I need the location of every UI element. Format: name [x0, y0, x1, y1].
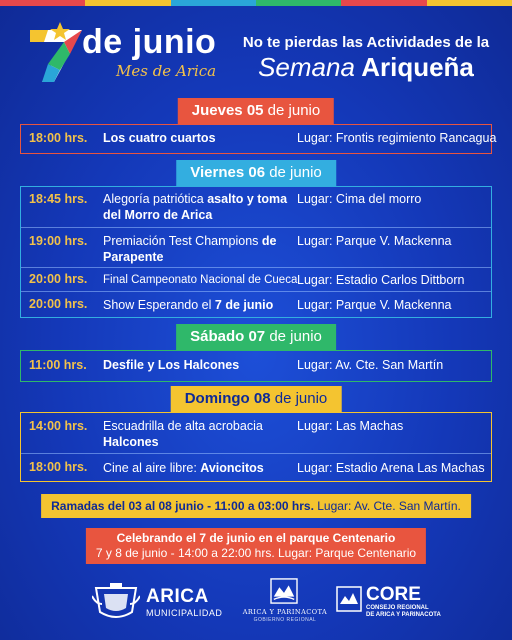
activity-text: Escuadrilla de alta acrobacia — [103, 419, 263, 433]
event-activity — [103, 130, 299, 146]
bar-segment — [85, 0, 170, 6]
schedule-table-domingo — [20, 412, 492, 482]
ramadas-banner — [41, 494, 471, 518]
activity-text: Alegoría patriótica — [103, 192, 208, 206]
day-month: de junio — [269, 328, 322, 345]
schedule-table-viernes — [20, 186, 492, 318]
core-line1: CONSEJO REGIONAL — [366, 605, 429, 611]
day-header-sabado — [176, 324, 336, 350]
event-place: Lugar: Parque V. Mackenna — [297, 234, 452, 248]
event-activity — [103, 191, 299, 223]
event-place: Lugar: Las Machas — [297, 419, 404, 433]
bar-segment — [171, 0, 256, 6]
schedule-table-jueves — [20, 124, 497, 154]
event-place: Lugar: Frontis regimiento Rancagua — [297, 131, 497, 145]
event-place: Lugar: Estadio Arena Las Machas — [297, 461, 485, 475]
day-header-viernes — [176, 160, 336, 186]
event-place: Lugar: Cima del morro — [297, 192, 422, 206]
bar-segment — [427, 0, 512, 6]
activity-text: Final Campeonato Nacional de Cueca — [103, 274, 298, 286]
day-header-jueves — [178, 98, 334, 124]
event-time: 18:00 hrs. — [29, 131, 88, 145]
activity-text: Premiación Test Champions — [103, 234, 262, 248]
event-place: Lugar: Estadio Carlos Dittborn — [297, 273, 465, 287]
gore-line1: ARICA Y PARINACOTA — [242, 608, 328, 616]
table-row — [21, 125, 497, 153]
event-time: 11:00 hrs. — [29, 358, 87, 372]
event-time: 18:45 hrs. — [29, 192, 88, 206]
day-header-domingo — [171, 386, 342, 412]
table-row — [21, 453, 491, 481]
event-place: Lugar: Av. Cte. San Martín — [297, 358, 444, 372]
table-row — [21, 227, 491, 267]
event-activity — [103, 233, 299, 265]
event-activity — [103, 418, 299, 450]
day-name: Jueves 05 — [191, 102, 264, 119]
top-color-bar — [0, 0, 512, 6]
activity-bold: Desfile y Los Halcones — [103, 358, 240, 372]
ramadas-place: Lugar: Av. Cte. San Martín. — [317, 499, 461, 513]
date-label: de junio — [82, 23, 217, 61]
arica-municipalidad-logo — [92, 578, 230, 624]
gore-line2: GOBIERNO REGIONAL — [253, 617, 317, 623]
activity-text: Show Esperando el — [103, 298, 215, 312]
ramadas-text: Ramadas del 03 al 08 junio - 11:00 a 03:00 hrs. — [51, 499, 314, 513]
day-name: Sábado 07 — [190, 328, 266, 345]
activity-bold: asalto y toma del Morro de Arica — [103, 192, 288, 222]
gobierno-regional-logo — [240, 578, 330, 624]
core-name: CORE — [366, 584, 421, 605]
activity-bold: de Parapente — [103, 234, 277, 264]
day-name: Viernes 06 — [190, 164, 266, 181]
event-logo — [24, 18, 234, 86]
event-time: 20:00 hrs. — [29, 297, 88, 311]
headline-italic: Semana — [258, 52, 355, 82]
event-activity — [103, 272, 313, 288]
table-row — [21, 267, 491, 291]
core-line2: DE ARICA Y PARINACOTA — [366, 612, 441, 618]
event-time: 18:00 hrs. — [29, 460, 88, 474]
day-name: Domingo 08 — [184, 390, 271, 407]
bar-segment — [0, 0, 85, 6]
bar-segment — [256, 0, 341, 6]
event-activity — [103, 357, 299, 373]
day-month: de junio — [269, 164, 322, 181]
schedule-table-sabado — [20, 350, 492, 382]
activity-bold: 7 de junio — [214, 298, 274, 312]
event-activity — [103, 460, 313, 476]
headline — [232, 34, 500, 82]
table-row — [21, 187, 491, 227]
gobierno-regional-emblem-icon — [270, 578, 298, 604]
core-emblem-icon — [336, 586, 362, 612]
event-time: 14:00 hrs. — [29, 419, 88, 433]
headline-line1: No te pierdas las Actividades de la — [242, 34, 490, 51]
arica-name: ARICA — [146, 586, 209, 607]
table-row — [21, 413, 491, 453]
day-month: de junio — [274, 390, 328, 407]
arica-subtitle: MUNICIPALIDAD — [146, 608, 223, 618]
activity-bold: Los cuatro cuartos — [103, 131, 216, 145]
event-time: 20:00 hrs. — [29, 272, 88, 286]
activity-bold: Halcones — [103, 435, 159, 449]
arica-crest-icon — [92, 582, 140, 622]
month-label: Mes de Arica — [116, 62, 217, 80]
celebrando-title: Celebrando el 7 de junio en el parque Centenario — [116, 531, 396, 545]
event-time: 19:00 hrs. — [29, 234, 88, 248]
day-month: de junio — [267, 102, 321, 119]
seven-star-logo-icon — [24, 20, 88, 84]
core-consejo-logo — [336, 578, 441, 624]
table-row — [21, 351, 491, 381]
table-row — [21, 291, 491, 317]
headline-line2 — [232, 52, 500, 82]
event-activity — [103, 297, 313, 313]
activity-text: Cine al aire libre: — [103, 461, 201, 475]
celebrando-subtitle: 7 y 8 de junio - 14:00 a 22:00 hrs. Lugar: Parque Centenario — [95, 546, 417, 560]
celebrando-banner — [86, 528, 426, 564]
headline-bold: Ariqueña — [361, 52, 474, 82]
bar-segment — [341, 0, 426, 6]
activity-bold: Avioncitos — [200, 461, 264, 475]
event-place: Lugar: Parque V. Mackenna — [297, 298, 452, 312]
